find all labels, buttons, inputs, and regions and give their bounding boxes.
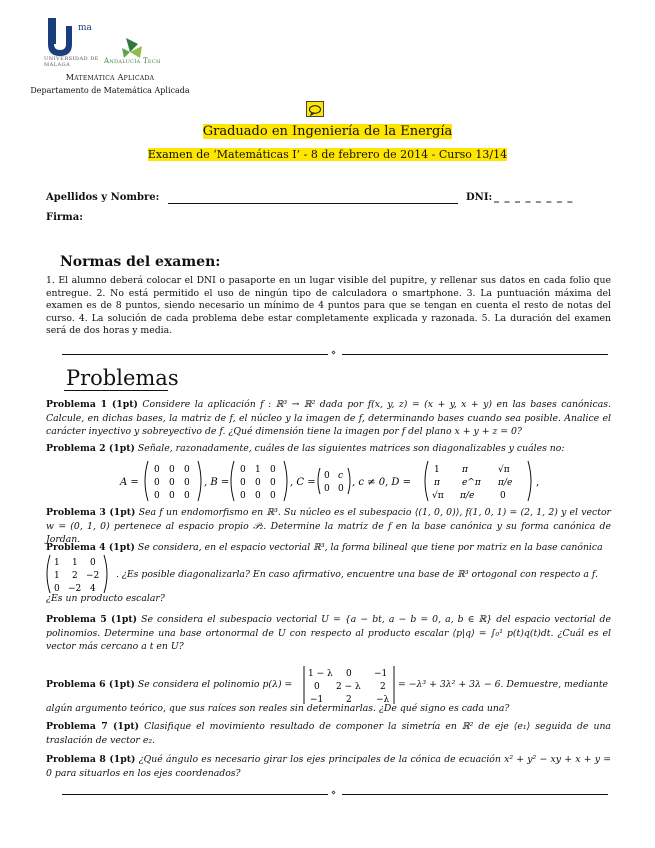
problems-heading: Problemas [66, 366, 179, 390]
svg-text:2: 2 [380, 682, 386, 692]
divider-symbol: ⋄ [331, 788, 337, 797]
svg-text:4: 4 [90, 584, 96, 594]
svg-text:0: 0 [255, 478, 261, 488]
matrix-a [145, 461, 201, 501]
svg-text:1: 1 [72, 558, 78, 568]
svg-text:0: 0 [338, 484, 344, 494]
svg-text:0: 0 [54, 584, 60, 594]
problem-6-question: algún argumento teórico, que sus raíces son reales sin determinarlas. ¿De qué signo es cada una? [46, 703, 510, 714]
svg-text:0: 0 [255, 491, 261, 501]
svg-text:2: 2 [72, 571, 78, 581]
svg-text:0: 0 [240, 478, 246, 488]
divider-line [342, 354, 608, 355]
svg-text:0: 0 [90, 558, 96, 568]
svg-text:π/e: π/e [498, 478, 513, 488]
divider-line [62, 794, 328, 795]
svg-text:−λ: −λ [376, 695, 390, 705]
svg-text:−1: −1 [310, 695, 324, 705]
problem-6-determinant [302, 664, 396, 706]
problems-heading-underline [64, 390, 168, 391]
svg-text:0: 0 [154, 478, 160, 488]
svg-text:0: 0 [240, 465, 246, 475]
rules-text: 1. El alumno deberá colocar el DNI o pasaporte en un lugar visible del pupitre, y rellenar sus datos en cada folio que entregue. 2. No está permitido el uso de ningún tipo de calculadora o smartphone. 3. La puntuación máxima del examen es de 8 puntos, siendo necesario un mínimo de 4 puntos para que se tengan en cuenta el resto de notas del curso. 4. La solución de cada problema debe estar completamente explicada y razonada. 5. La duración del examen será de dos horas y media. [46, 275, 611, 336]
problem-8: Problema 8 (1pt) ¿Qué ángulo es necesario girar los ejes principales de la cónica de ecuación x² + y² − xy + x + y = 0 para situarlos en los ejes coordenados? [46, 754, 611, 779]
rules-heading: Normas del examen: [60, 254, 221, 270]
svg-text:π: π [434, 478, 440, 488]
svg-text:−2: −2 [86, 571, 100, 581]
degree-title: Graduado en Ingeniería de la Energía [202, 124, 453, 139]
svg-text:0: 0 [314, 682, 320, 692]
problem-4-matrix [44, 553, 114, 595]
svg-text:π: π [462, 465, 468, 475]
svg-text:1: 1 [54, 558, 60, 568]
svg-text:0: 0 [169, 478, 175, 488]
problem-6-polynomial: = −λ³ + 3λ² + 3λ − 6. Demuestre, mediante [398, 679, 609, 690]
svg-text:e^π: e^π [462, 478, 481, 488]
dept-name: Matemática Aplicada [65, 73, 155, 82]
divider-line [342, 794, 608, 795]
svg-text:√π: √π [498, 465, 510, 475]
comment-annotation-icon[interactable] [306, 101, 324, 117]
svg-text:0: 0 [324, 471, 330, 481]
problem-3: Problema 3 (1pt) Sea f un endomorfismo en ℝ³. Su núcleo es el subespacio ⟨(1, 0, 0)⟩, f(1, 0, 1) = (2, 1, 2) y el vector w = (0, 1, 0) pertenece al espacio propio 𝒫₂. Determine la matriz de f en la base canónica y su forma canónica de Jordan. [46, 507, 611, 545]
svg-text:0: 0 [184, 478, 190, 488]
problem-4-followup: ¿Es un producto escalar? [46, 593, 165, 604]
svg-text:−2: −2 [68, 584, 82, 594]
svg-text:c: c [338, 471, 344, 481]
problem-6: Problema 6 (1pt) Se considera el polinomio p(λ) = [46, 679, 293, 690]
svg-text:0: 0 [500, 491, 506, 501]
divider-line [62, 354, 328, 355]
svg-text:2: 2 [346, 695, 352, 705]
problem-1: Problema 1 (1pt) Considere la aplicación f : ℝ³ → ℝ² dada por f(x, y, z) = (x + y, x + y) en las bases canónicas. Calcule, en dichas bases, la matriz de f, el núcleo y la imagen de f, determinando bases cuando sea posible. Analice el carácter inyectivo y sobreyectivo de f. ¿Qué dimensión tiene la imagen por f del plano x + y + z = 0? [46, 399, 611, 437]
name-field[interactable] [168, 203, 458, 204]
problem-5: Problema 5 (1pt) Se considera el subespacio vectorial U = {a − bt, a − b = 0, a, b ∈ ℝ} del espacio vectorial de polinomios. Determine una base ortonormal de U con respecto al producto escalar ⟨p|q⟩ = ∫₀¹ p(t)q(t)dt. ¿Cuál es el vector más cercano a t en U? [46, 614, 611, 652]
svg-text:0: 0 [270, 491, 276, 501]
svg-text:0: 0 [324, 484, 330, 494]
problem-4: Problema 4 (1pt) Se considera, en el espacio vectorial ℝ³, la forma bilineal que tiene por matriz en la base canónica [46, 542, 603, 553]
dept-full-name: Departamento de Matemática Aplicada [30, 86, 190, 95]
matrix-b-label: , B = [204, 477, 230, 488]
problem-4-question: . ¿Es posible diagonalizarla? En caso afirmativo, encuentre una base de ℝ³ ortogonal con respecto a f. [116, 569, 598, 580]
dni-field[interactable]: _ _ _ _ _ _ _ _ [494, 192, 574, 203]
problem-2-matrices [110, 458, 580, 504]
uma-logo-subtext: UNIVERSIDAD DE MÁLAGA [44, 56, 99, 68]
svg-text:π/e: π/e [460, 491, 475, 501]
svg-text:√π: √π [432, 491, 444, 501]
svg-text:0: 0 [169, 465, 175, 475]
svg-text:0: 0 [154, 491, 160, 501]
svg-text:0: 0 [169, 491, 175, 501]
uma-logo-text: ma [78, 23, 92, 33]
svg-text:0: 0 [184, 465, 190, 475]
svg-text:1 − λ: 1 − λ [308, 669, 333, 679]
svg-text:0: 0 [346, 669, 352, 679]
matrix-c-label: , C = [290, 477, 316, 488]
problem-7: Problema 7 (1pt) Clasifique el movimiento resultado de componer la simetría en ℝ² de eje ⟨e₁⟩ seguida de una traslación de vector e₂. [46, 721, 611, 746]
svg-text:0: 0 [270, 465, 276, 475]
andalucia-tech-label: Andalucía Tech [104, 57, 161, 65]
divider-symbol: ⋄ [331, 348, 337, 357]
svg-text:0: 0 [270, 478, 276, 488]
svg-text:0: 0 [240, 491, 246, 501]
problem-2: Problema 2 (1pt) Señale, razonadamente, cuáles de las siguientes matrices son diagonalizables y cuáles no: [46, 443, 565, 454]
matrix-c-condition: , c ≠ 0, D = [352, 477, 411, 488]
svg-text:−1: −1 [374, 669, 388, 679]
matrices-end-punct: , [536, 477, 540, 488]
svg-text:0: 0 [154, 465, 160, 475]
svg-text:2 − λ: 2 − λ [336, 682, 361, 692]
svg-text:1: 1 [434, 465, 440, 475]
matrix-a-label: A = [120, 477, 139, 488]
svg-text:1: 1 [54, 571, 60, 581]
matrix-d [425, 461, 531, 501]
matrix-b [231, 461, 287, 501]
signature-label: Firma: [46, 212, 83, 223]
svg-text:0: 0 [184, 491, 190, 501]
matrix-c [318, 468, 350, 494]
svg-text:1: 1 [255, 465, 261, 475]
exam-subtitle: Examen de ‘Matemáticas I’ - 8 de febrero de 2014 - Curso 13/14 [147, 148, 508, 161]
name-label: Apellidos y Nombre: [46, 192, 160, 203]
dni-label: DNI: [466, 192, 493, 203]
